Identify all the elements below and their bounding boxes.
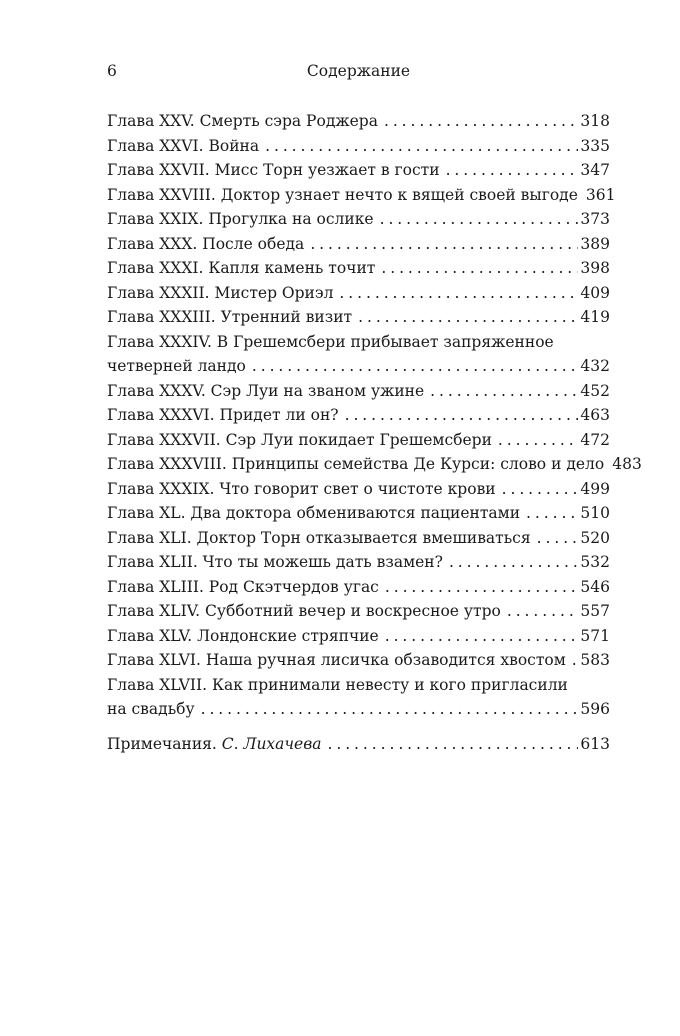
dot-leader [446,158,579,183]
toc-entry-chapter-32[interactable] [107,281,610,306]
toc-entry-chapter-37[interactable] [107,428,610,453]
toc-entry-notes-title [107,732,328,757]
toc-entry-title-line2: четверней ландо [107,357,246,375]
toc-entry-notes[interactable] [107,732,610,757]
dot-leader [201,697,579,722]
toc-entry-chapter-47[interactable] [107,673,610,722]
toc-entry-page: 520 [580,528,610,547]
toc-entry-page: 499 [580,479,610,498]
toc-entry-chapter-38[interactable] [107,452,642,477]
dot-leader [385,575,579,600]
dot-leader [507,599,579,624]
toc-entry-chapter-34[interactable] [107,330,610,379]
toc-entry-page: 510 [580,504,610,522]
toc-entry-title: Глава XXIX. Прогулка на ослике [107,210,374,228]
toc-entry-title: Глава XXV. Смерть сэра Роджера [107,112,378,130]
dot-leader [572,648,579,673]
dot-leader [339,281,578,306]
toc-entry-title: Глава XLII. Что ты можешь дать взамен? [107,553,443,571]
toc-entry-title: Глава XXX. После обеда [107,234,305,253]
dot-leader [384,109,578,134]
toc-entry-title: Глава XXXV. Сэр Луи на званом ужине [107,381,425,400]
toc-entry-chapter-25[interactable] [107,109,610,134]
dot-leader [358,305,578,330]
toc-entry-title: Глава XXXVI. Придет ли он? [107,406,339,424]
toc-entry-page: 463 [580,406,610,424]
toc-entry-page: 613 [580,734,610,753]
toc-entry-page: 398 [580,259,610,277]
toc-entry-page: 347 [580,161,610,179]
toc-entry-chapter-41[interactable] [107,526,610,551]
dot-leader [328,732,579,757]
toc-entry-chapter-43[interactable] [107,575,610,600]
toc-entry-title-line2: на свадьбу [107,700,195,718]
toc-entry-page: 419 [580,308,610,326]
toc-entry-title: Глава XLV. Лондонские стряпчие [107,626,379,645]
toc-entry-page: 472 [580,430,610,449]
toc-entry-page: 361 [585,185,616,204]
toc-entry-chapter-27[interactable] [107,158,610,183]
dot-leader [310,232,578,257]
section-title: Содержание [306,62,411,80]
toc-entry-page: 483 [612,455,642,473]
toc-entry-title: Глава XXXIX. Что говорит свет о чистоте крови [107,479,496,498]
dot-leader [381,256,578,281]
toc-entry-title-line1: Глава XLVII. Как принимали невесту и кого пригласили [107,675,568,694]
notes-author: С. Лихачева [221,734,322,753]
toc-entry-title: Глава XXXI. Капля камень точит [107,259,376,277]
toc-entry-page: 452 [580,381,610,400]
dot-leader [252,354,579,379]
toc-entry-page: 373 [580,210,610,228]
toc-entry-title-line1: Глава XXXIV. В Грешемсбери прибывает запряженное [107,332,554,351]
toc-entry-page: 318 [580,112,610,130]
toc-entry-title: Глава XL. Два доктора обмениваются пациентами [107,504,521,522]
toc-entry-chapter-35[interactable] [107,379,610,404]
toc-entry-page: 532 [580,553,610,571]
toc-entry-chapter-31[interactable] [107,256,610,281]
toc-entry-chapter-26[interactable] [107,134,610,159]
dot-leader [498,428,578,453]
toc-entry-page: 557 [580,602,610,620]
toc-entry-chapter-28[interactable] [107,183,616,208]
toc-entry-chapter-36[interactable] [107,403,610,428]
toc-entry-chapter-39[interactable] [107,477,610,502]
toc-entry-title: Глава XXXIII. Утренний визит [107,308,353,326]
toc-entry-page: 409 [580,283,610,302]
toc-entry-chapter-46[interactable] [107,648,610,673]
toc-entry-title: Глава XXVIII. Доктор узнает нечто к вящей своей выгоде [107,185,578,204]
toc-entry-title: Глава XXXVII. Сэр Луи покидает Грешемсбери [107,430,492,449]
dot-leader [345,403,579,428]
toc-entry-chapter-44[interactable] [107,599,610,624]
running-head [107,62,610,86]
table-of-contents [107,109,642,756]
toc-entry-page: 335 [580,136,610,155]
toc-entry-title: Глава XXVI. Война [107,136,260,155]
toc-entry-page: 432 [580,357,610,375]
dot-leader [385,624,579,649]
toc-entry-title: Глава XLVI. Наша ручная лисичка обзаводится хвостом [107,651,566,669]
toc-entry-page: 546 [580,577,610,596]
toc-entry-chapter-30[interactable] [107,232,610,257]
toc-entry-page: 571 [580,626,610,645]
dot-leader [526,501,578,526]
dot-leader [265,134,578,159]
toc-entry-chapter-42[interactable] [107,550,610,575]
toc-entry-title: Глава XXXII. Мистер Ориэл [107,283,334,302]
toc-entry-page: 583 [580,651,610,669]
toc-entry-page: 596 [580,700,610,718]
toc-entry-chapter-33[interactable] [107,305,610,330]
toc-entry-title: Глава XLI. Доктор Торн отказывается вмешиваться [107,528,531,547]
toc-entry-title: Глава XLIV. Субботний вечер и воскресное утро [107,602,501,620]
dot-leader [449,550,578,575]
toc-entry-page: 389 [580,234,610,253]
toc-entry-chapter-45[interactable] [107,624,610,649]
toc-entry-chapter-40[interactable] [107,501,610,526]
notes-label: Примечания. [107,734,217,753]
dot-leader [430,379,578,404]
page-number: 6 [107,62,117,80]
dot-leader [502,477,579,502]
toc-entry-title: Глава XLIII. Род Скэтчердов угас [107,577,379,596]
toc-entry-title: Глава XXVII. Мисс Торн уезжает в гости [107,161,440,179]
dot-leader [537,526,579,551]
dot-leader [380,207,579,232]
toc-entry-title: Глава XXXVIII. Принципы семейства Де Курси: слово и дело [107,455,605,473]
toc-entry-chapter-29[interactable] [107,207,610,232]
